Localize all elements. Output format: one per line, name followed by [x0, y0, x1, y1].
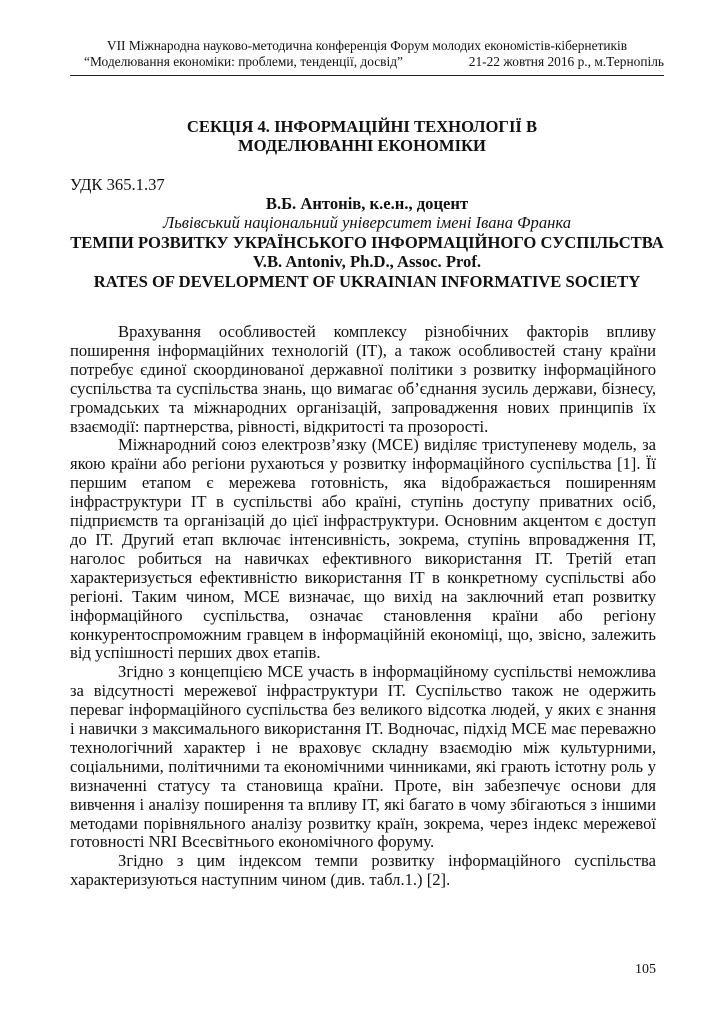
section-title: СЕКЦІЯ 4. ІНФОРМАЦІЙНІ ТЕХНОЛОГІЇ В МОДЕЛЮВАННІ ЕКОНОМІКИ [186, 117, 538, 155]
title-en: RATES OF DEVELOPMENT OF UKRAINIAN INFORMATIVE SOCIETY [93, 271, 641, 291]
paragraph: Врахування особливостей комплексу різнобічних факторів впливу поширення інформаційних технологій (ІТ), а також особливостей стану країни потребує єдиної скоординованої державної політики з розвитку інформаційного суспільства та суспільства знань, що вимагає об’єднання зусиль держави, бізнесу, громадських та міжнародних організацій, запровадження нових принципів їх взаємодії: партнерства, рівності, відкритості та прозорості. [70, 322, 656, 436]
article-heading [70, 194, 664, 291]
paragraph: Міжнародний союз електрозв’язку (МСЕ) виділяє триступеневу модель, за якою країни або регіони рухаються у розвитку інформаційного суспільства [1]. Її першим етапом є мережева готовність, яка відображається поширенням інфраструктури ІТ в суспільстві або країні, ступінь доступу приватних осіб, підприємств та організацій до цієї інфраструктури. Основним акцентом є доступ до ІТ. Другий етап включає інтенсивність, зокрема, ступінь впровадження ІТ, наголос робиться на навичках ефективного використання ІТ. Третій етап характеризується ефективністю використання ІТ в конкретному суспільстві або регіоні. Таким чином, МСЕ визначає, що вихід на заключний етап розвитку інформаційного суспільства, означає становлення країни або регіону конкурентоспроможним гравцем в інформаційній економіці, що, звісно, залежить від успішності перших двох етапів. [70, 435, 656, 663]
title-ua: ТЕМПИ РОЗВИТКУ УКРАЇНСЬКОГО ІНФОРМАЦІЙНОГО СУСПІЛЬСТВА [70, 232, 664, 252]
header-line-1: VІІ Міжнародна науково-методична конференція Форум молодих економістів-кібернетиків [106, 38, 628, 53]
paragraph: Згідно з цим індексом темпи розвитку інформаційного суспільства характеризуються наступним чином (див. табл.1.) [2]. [70, 851, 656, 890]
header-divider [70, 75, 664, 76]
header-line-2 [70, 54, 664, 70]
conference-date-place: 21-22 жовтня 2016 р., м.Тернопіль [468, 54, 664, 69]
conference-header [70, 38, 664, 70]
paragraph: Згідно з концепцією МСЕ участь в інформаційному суспільстві неможлива за відсутності мережевої інфраструктури ІТ. Суспільство також не одержить переваг інформаційного суспільства без великого відсотка людей, у яких є знання і навички з максимального використання ІТ. Водночас, підхід МСЕ має переважно технологічний характер і не враховує складну взаємодію між культурними, соціальними, політичними та економічними чинниками, які грають істотну роль у визначенні статусу та становища країни. Проте, він забезпечує основи для вивчення і аналізу поширення та впливу ІТ, які багато в чому збігаються з іншими методами порівняльного аналізу розвитку країн, зокрема, через індекс мережевої готовності NRI Всесвітнього економічного форуму. [70, 662, 656, 852]
author-ua: В.Б. Антонів, к.е.н., доцент [265, 194, 469, 213]
author-en: V.B. Antoniv, Ph.D., Assoc. Prof. [252, 252, 482, 272]
affiliation-ua: Львівський національний університет імені Івана Франка [163, 213, 571, 233]
udk-code: УДК 365.1.37 [70, 175, 165, 194]
conference-title: “Моделювання економіки: проблеми, тенденції, досвід” [84, 54, 403, 69]
page-number: 105 [635, 962, 656, 977]
article-body [70, 323, 656, 890]
